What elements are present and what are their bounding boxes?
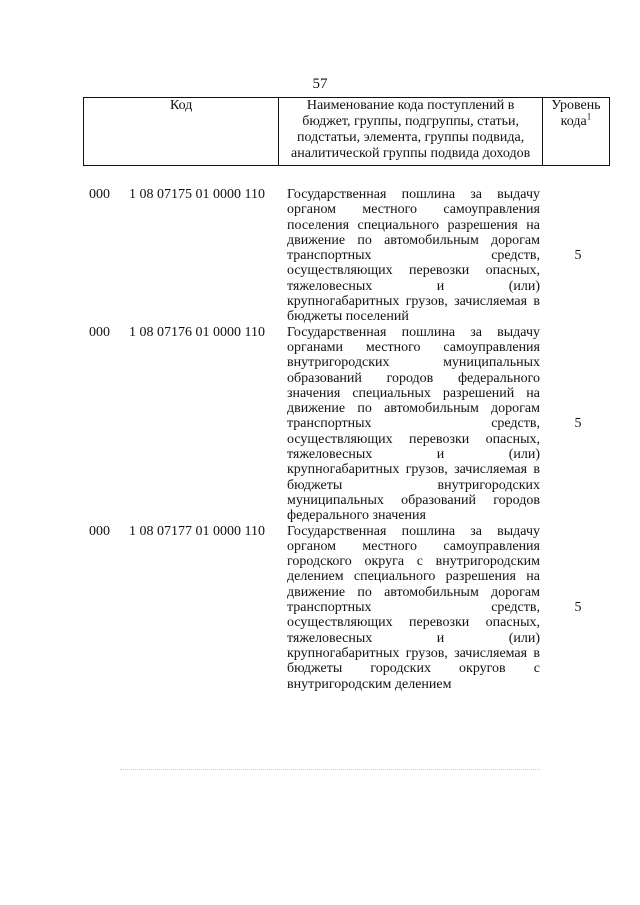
name-line: крупногабаритных грузов, зачисляемая в xyxy=(287,294,540,310)
name-line: бюджеты городских округов с xyxy=(287,661,540,677)
name-line: органом местного самоуправления xyxy=(287,538,540,554)
code-level: 5 xyxy=(574,248,582,264)
name-line: тяжеловесных и (или) xyxy=(287,630,540,646)
income-code-name xyxy=(287,325,540,524)
name-line: органами местного самоуправления xyxy=(287,339,540,355)
income-code: 1 08 07177 01 0000 110 xyxy=(129,523,265,539)
name-line: осуществляющих перевозки опасных, xyxy=(287,615,540,631)
name-line: осуществляющих перевозки опасных, xyxy=(287,431,540,447)
header-level: Уровень кода$^1$ xyxy=(542,98,609,166)
name-line: движение по автомобильным дорогам xyxy=(287,401,540,417)
footnote-marker: 1 xyxy=(586,111,592,122)
admin-code: 000 xyxy=(89,324,110,340)
name-line: осуществляющих перевозки опасных, xyxy=(287,263,540,279)
name-line: внутригородским делением xyxy=(287,676,452,692)
page-number: 57 xyxy=(312,76,328,92)
name-line: транспортных средств, xyxy=(287,248,540,264)
name-line: делением специального разрешения на xyxy=(287,569,540,585)
income-codes-list xyxy=(83,187,610,692)
name-line: муниципальных образований городов xyxy=(287,492,540,508)
name-line: Государственная пошлина за выдачу xyxy=(287,187,540,202)
header-name: Наименование кода поступлений в бюджет, группы, подгруппы, статьи, подстатьи, элемента, группы подвида, аналитической группы подвида доходов xyxy=(279,98,543,166)
income-code: 1 08 07176 01 0000 110 xyxy=(129,324,265,340)
code-level: 5 xyxy=(574,416,582,432)
name-line: Государственная пошлина за выдачу xyxy=(287,523,540,539)
income-code: 1 08 07175 01 0000 110 xyxy=(129,187,265,202)
name-line: поселения специального разрешения на xyxy=(287,217,540,233)
name-line: движение по автомобильным дорогам xyxy=(287,232,540,248)
table-row xyxy=(83,187,610,325)
name-line: бюджеты поселений xyxy=(287,309,409,325)
name-line: движение по автомобильным дорогам xyxy=(287,584,540,600)
name-line: крупногабаритных грузов, зачисляемая в xyxy=(287,645,540,661)
table-row xyxy=(83,524,610,692)
table-header xyxy=(83,97,610,166)
income-code-name xyxy=(287,524,540,692)
name-line: органом местного самоуправления xyxy=(287,202,540,218)
name-line: бюджеты внутригородских xyxy=(287,477,540,493)
name-line: значения специальных разрешений на xyxy=(287,385,540,401)
scan-artifact-line xyxy=(120,769,540,770)
name-line: Государственная пошлина за выдачу xyxy=(287,324,540,340)
code-level: 5 xyxy=(574,600,582,616)
name-line: внутригородских муниципальных xyxy=(287,355,540,371)
name-line: тяжеловесных и (или) xyxy=(287,447,540,463)
table-row xyxy=(83,325,610,524)
header-code: Код xyxy=(84,98,279,166)
admin-code: 000 xyxy=(89,523,110,539)
name-line: городского округа с внутригородским xyxy=(287,554,540,570)
name-line: федерального значения xyxy=(287,508,426,524)
income-code-name xyxy=(287,187,540,325)
name-line: тяжеловесных и (или) xyxy=(287,278,540,294)
admin-code: 000 xyxy=(89,187,110,202)
name-line: крупногабаритных грузов, зачисляемая в xyxy=(287,462,540,478)
name-line: транспортных средств, xyxy=(287,416,540,432)
name-line: образований городов федерального xyxy=(287,370,540,386)
name-line: транспортных средств, xyxy=(287,600,540,616)
